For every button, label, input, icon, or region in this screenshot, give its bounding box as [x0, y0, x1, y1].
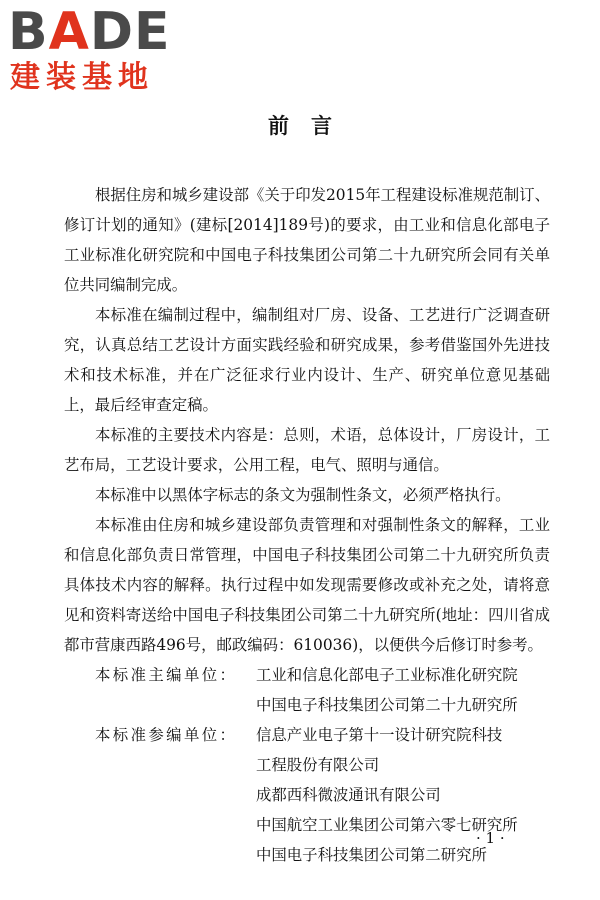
participant-unit: 中国电子科技集团公司第二研究所: [256, 846, 487, 864]
logo-letters-de: DE: [89, 2, 171, 62]
participant-list: [256, 720, 550, 870]
paragraph-3: 本标准的主要技术内容是：总则，术语，总体设计，厂房设计，工艺布局，工艺设计要求，公用工程，电气、照明与通信。: [64, 426, 550, 474]
chief-editor-units: [64, 660, 550, 720]
chief-editor-label: 本标准主编单位：: [95, 666, 238, 684]
chief-editor-unit: 工业和信息化部电子工业标准化研究院: [256, 666, 518, 684]
paragraph-2: 本标准在编制过程中，编制组对厂房、设备、工艺进行广泛调查研究，认真总结工艺设计方面实践经验和研究成果，参考借鉴国外先进技术和技术标准，并在广泛征求行业内设计、生产、研究单位意见基础上，最后经审查定稿。: [64, 306, 550, 414]
paragraph-5: 本标准由住房和城乡建设部负责管理和对强制性条文的解释，工业和信息化部负责日常管理，中国电子科技集团公司第二十九研究所负责具体技术内容的解释。执行过程中如发现需要修改或补充之处，请将意见和资料寄送给中国电子科技集团公司第二十九研究所(地址：四川省成都市营康西路496号，邮政编码：610036)，以便供今后修订时参考。: [64, 516, 550, 654]
chief-editor-list: [256, 660, 550, 720]
participant-unit: 工程股份有限公司: [256, 756, 380, 774]
logo-letter-b: B: [8, 2, 49, 62]
page-title: 前言: [268, 114, 354, 138]
participant-unit: 中国航空工业集团公司第六零七研究所: [256, 816, 518, 834]
paragraph-4: 本标准中以黑体字标志的条文为强制性条文，必须严格执行。: [95, 486, 511, 504]
logo-letter-a: A: [48, 2, 90, 62]
page-number: · 1 ·: [476, 829, 505, 847]
participant-label: 本标准参编单位：: [95, 726, 238, 744]
participant-unit: 成都西科微波通讯有限公司: [256, 786, 441, 804]
logo-subtitle: 建装基地: [10, 60, 154, 95]
chief-editor-unit: 中国电子科技集团公司第二十九研究所: [256, 696, 518, 714]
paragraph-1: 根据住房和城乡建设部《关于印发2015年工程建设标准规范制订、修订计划的通知》(建标[2014]189号)的要求，由工业和信息化部电子工业标准化研究院和中国电子科技集团公司第二十九研究所会同有关单位共同编制完成。: [64, 186, 550, 294]
preface-body: [64, 180, 550, 870]
logo-wordmark: [8, 4, 171, 60]
participant-unit: 信息产业电子第十一设计研究院科技: [256, 726, 503, 744]
bade-logo: [8, 4, 184, 96]
